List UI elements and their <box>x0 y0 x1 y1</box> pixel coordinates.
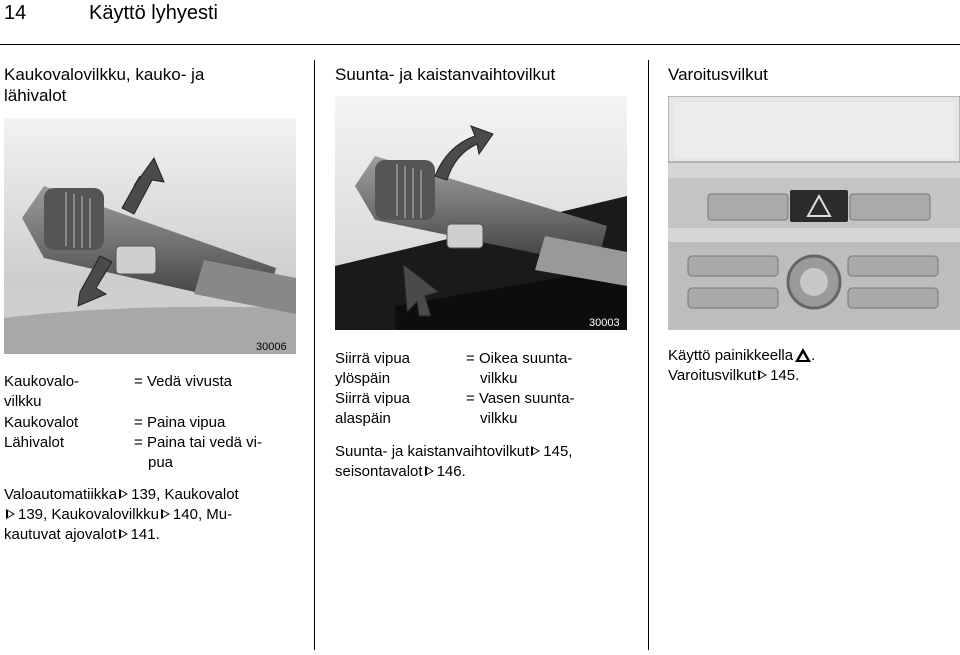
turn-signal-lever-image <box>335 96 627 330</box>
def-desc-low-beam: = Paina tai vedä vi- pua <box>134 434 263 471</box>
header-rule <box>0 44 960 45</box>
page-ref-icon <box>119 529 128 539</box>
cross-references-turn-signals: Suunta- ja kaistanvaihtovilkut 145, seisontavalot 146. <box>335 443 573 480</box>
hazard-instructions: Käyttö painikkeella . Varoitusvilkut 145. <box>668 347 816 384</box>
section-title-turn-signals: Suunta- ja kaistanvaihtovilkut <box>335 65 556 84</box>
def-term-left-signal: Siirrä vipua alaspäin <box>335 390 411 427</box>
def-term-right-signal: Siirrä vipua ylöspäin <box>335 350 411 387</box>
page-ref-icon <box>425 466 434 476</box>
headlight-lever-image <box>4 118 296 354</box>
page-ref-icon <box>531 446 540 456</box>
def-term-high-beam: Kaukovalot <box>4 414 79 431</box>
image-code: 30003 <box>589 317 620 329</box>
cross-references-headlights: Valoautomatiikka 139, Kaukovalot 139, Kaukovalovilkku 140, Mu- kautuvat ajovalot 141. <box>4 486 239 543</box>
def-desc-high-beam-flash: = Vedä vivusta <box>134 373 232 390</box>
def-desc-high-beam: = Paina vipua <box>134 414 226 431</box>
page-ref-icon <box>6 509 15 519</box>
page-ref-icon <box>161 509 170 519</box>
hazard-button-image <box>668 96 960 330</box>
section-title-hazard: Varoitusvilkut <box>668 65 768 84</box>
hazard-warning-icon <box>795 348 811 362</box>
image-code: 30006 <box>256 341 287 353</box>
page-ref-icon <box>119 489 128 499</box>
def-term-high-beam-flash: Kaukovalo- vilkku <box>4 373 80 410</box>
column-divider-1 <box>314 60 315 650</box>
page-title: Käyttö lyhyesti <box>89 2 218 24</box>
def-desc-right-signal: = Oikea suunta- vilkku <box>466 350 573 387</box>
column-divider-2 <box>648 60 649 650</box>
def-term-low-beam: Lähivalot <box>4 434 65 451</box>
page-ref-icon <box>758 370 767 380</box>
def-desc-left-signal: = Vasen suunta- vilkku <box>466 390 575 427</box>
page-number: 14 <box>4 2 27 24</box>
section-title-headlights: Kaukovalovilkku, kauko- ja lähivalot <box>4 65 205 105</box>
